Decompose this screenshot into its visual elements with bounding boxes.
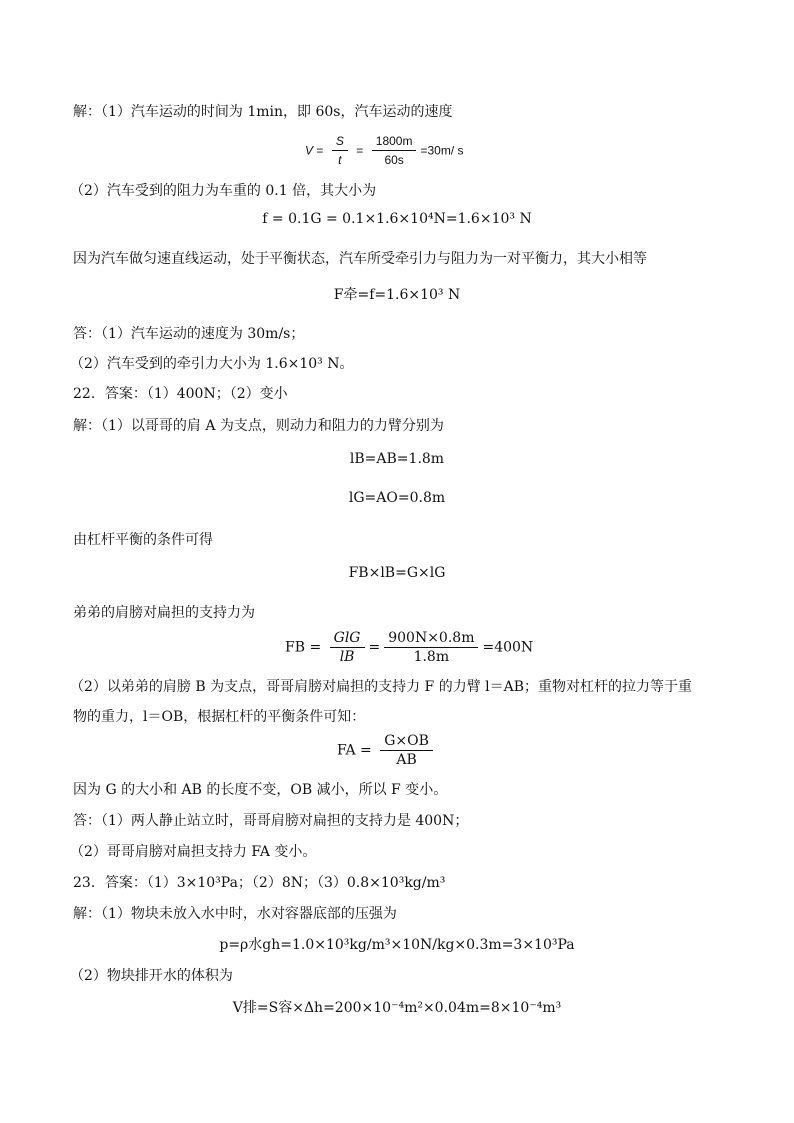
text-line: 因为汽车做匀速直线运动，处于平衡状态，汽车所受牵引力与阻力为一对平衡力，其大小相等 (73, 251, 647, 267)
formula-balance: FB×lB=G×lG (348, 565, 446, 581)
text-line: 由杠杆平衡的条件可得 (73, 532, 213, 548)
text-line: （2）汽车受到的阻力为车重的 0.1 倍，其大小为 (70, 183, 377, 199)
text-line: 答：（1）两人静止站立时，哥哥肩膀对扁担的支持力是 400N； (73, 813, 469, 829)
question-header: 22．答案：（1）400N；（2）变小 (73, 386, 288, 402)
formula-pressure: p=ρ水gh=1.0×10³kg/m³×10N/kg×0.3m=3×10³Pa (219, 937, 575, 953)
formula-volume: V排=S容×Δh=200×10⁻⁴m²×0.04m=8×10⁻⁴m³ (232, 1000, 562, 1016)
text-line: （2）哥哥肩膀对扁担支持力 FA 变小。 (70, 844, 317, 860)
text-line: 弟弟的肩膀对扁担的支持力为 (73, 605, 255, 621)
text-line: 解：（1）以哥哥的肩 A 为支点，则动力和阻力的力臂分别为 (73, 418, 444, 434)
formula-traction: F牵=f=1.6×10³ N (333, 287, 461, 303)
text-line: 因为 G 的大小和 AB 的长度不变，OB 减小，所以 F 变小。 (73, 782, 448, 798)
text-line: 物的重力，l＝OB，根据杠杆的平衡条件可知： (73, 709, 366, 725)
formula-arm-g: lG=AO=0.8m (348, 490, 446, 506)
text-line: 解：（1）汽车运动的时间为 1min，即 60s，汽车运动的速度 (73, 104, 453, 120)
formula-arm-b: lB=AB=1.8m (349, 451, 445, 467)
text-line: （2）汽车受到的牵引力大小为 1.6×10³ N。 (70, 356, 354, 372)
text-line: （2）以弟弟的肩膀 B 为支点，哥哥肩膀对扁担的支持力 F 的力臂 l＝AB；重物对杠杆的拉力等于重 (70, 679, 693, 695)
question-header: 23．答案：（1）3×10³Pa；（2）8N；（3）0.8×10³kg/m³ (73, 875, 446, 891)
formula-velocity: V = $\frac{S}{t}$ = $\frac{1800m}{60s}$ =30m/ s (305, 134, 464, 167)
text-line: 解：（1）物块未放入水中时，水对容器底部的压强为 (73, 906, 397, 922)
text-line: 答：（1）汽车运动的速度为 30m/s； (73, 326, 305, 342)
formula-fa: FA = $\frac{G\times OB}{AB}$ (337, 732, 437, 769)
formula-support-force: FB = $\frac{\text{GlG}}{lB}$ = $\frac{900N\times 0.8m}{1.8m}$ =400N (285, 630, 534, 665)
formula-friction: f = 0.1G = 0.1×1.6×10⁴N=1.6×10³ N (262, 211, 532, 227)
text-line: （2）物块排开水的体积为 (70, 968, 233, 984)
